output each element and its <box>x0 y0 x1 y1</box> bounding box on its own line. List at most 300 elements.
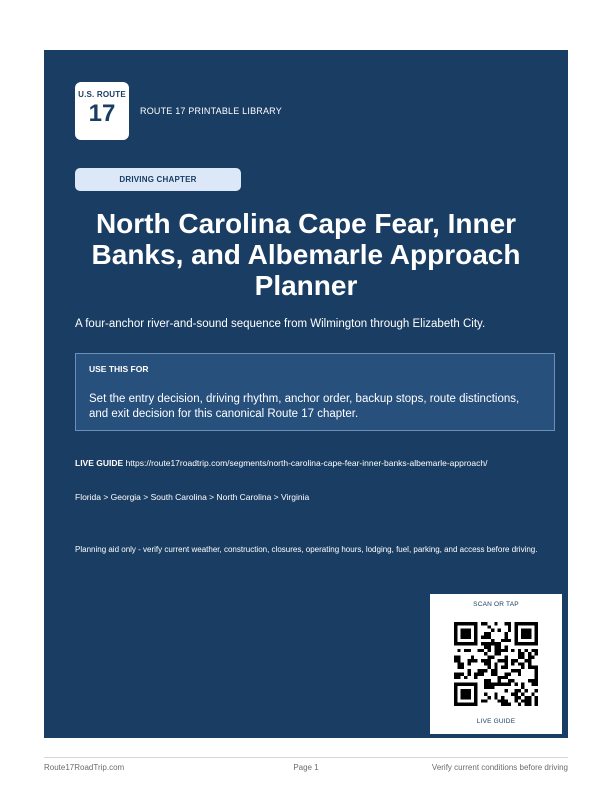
qr-module <box>484 632 487 635</box>
qr-module <box>488 649 491 652</box>
qr-module <box>494 642 497 645</box>
qr-module <box>481 622 484 625</box>
shield-top-label: U.S. ROUTE <box>78 90 126 99</box>
qr-module <box>501 649 504 652</box>
qr-module <box>504 639 507 642</box>
subtitle: A four-anchor river-and-sound sequence from Wilmington through Elizabeth City. <box>75 318 486 330</box>
qr-module <box>501 666 504 669</box>
qr-module <box>508 629 511 632</box>
qr-module <box>521 642 524 645</box>
qr-module <box>514 622 517 625</box>
qr-module <box>504 659 507 662</box>
qr-module <box>467 672 470 675</box>
qr-module <box>474 625 477 628</box>
qr-module <box>484 646 487 649</box>
qr-module <box>471 622 474 625</box>
qr-module <box>454 676 457 679</box>
qr-module <box>478 672 481 675</box>
qr-module <box>528 662 531 665</box>
qr-module <box>457 672 460 675</box>
qr-module <box>498 699 501 702</box>
qr-module <box>535 625 538 628</box>
qr-module <box>525 642 528 645</box>
qr-module <box>501 699 504 702</box>
qr-module <box>467 669 470 672</box>
qr-module <box>491 669 494 672</box>
qr-module <box>525 629 528 632</box>
qr-module <box>518 656 521 659</box>
qr-module <box>474 632 477 635</box>
qr-module <box>464 622 467 625</box>
qr-module <box>498 659 501 662</box>
qr-module <box>518 662 521 665</box>
qr-module <box>521 652 524 655</box>
qr-module <box>454 625 457 628</box>
qr-module <box>525 632 528 635</box>
qr-module <box>461 632 464 635</box>
qr-module <box>454 696 457 699</box>
qr-module <box>518 642 521 645</box>
qr-module <box>481 669 484 672</box>
qr-module <box>494 693 497 696</box>
qr-module <box>535 635 538 638</box>
qr-module <box>535 666 538 669</box>
qr-module <box>478 669 481 672</box>
qr-module <box>501 639 504 642</box>
qr-module <box>474 699 477 702</box>
qr-module <box>494 669 497 672</box>
qr-module <box>454 703 457 706</box>
qr-module <box>474 693 477 696</box>
qr-module <box>488 646 491 649</box>
qr-module <box>484 652 487 655</box>
qr-module <box>457 662 460 665</box>
qr-module <box>494 682 497 685</box>
qr-module <box>488 682 491 685</box>
qr-module <box>504 646 507 649</box>
qr-module <box>454 635 457 638</box>
qr-module <box>514 635 517 638</box>
qr-module <box>467 649 470 652</box>
qr-module <box>491 682 494 685</box>
qr-module <box>481 699 484 702</box>
qr-module <box>514 699 517 702</box>
qr-module <box>464 629 467 632</box>
qr-module <box>504 656 507 659</box>
use-this-for-box <box>75 353 555 431</box>
qr-module <box>488 679 491 682</box>
qr-module <box>521 656 524 659</box>
qr-module <box>467 703 470 706</box>
qr-module <box>488 696 491 699</box>
qr-module <box>528 629 531 632</box>
qr-module <box>518 696 521 699</box>
qr-module <box>498 646 501 649</box>
qr-module <box>511 669 514 672</box>
qr-module <box>461 666 464 669</box>
footer-site: Route17RoadTrip.com <box>44 763 125 772</box>
qr-module <box>514 682 517 685</box>
planning-disclaimer: Planning aid only - verify current weather, construction, closures, operating hours, lodging, fuel, parking, and access before driving. <box>75 545 538 554</box>
qr-module <box>461 662 464 665</box>
qr-module <box>498 642 501 645</box>
qr-module <box>504 632 507 635</box>
qr-module <box>525 699 528 702</box>
qr-module <box>454 682 457 685</box>
qr-module <box>535 676 538 679</box>
qr-module <box>521 632 524 635</box>
qr-module <box>521 682 524 685</box>
qr-module <box>454 642 457 645</box>
qr-module <box>528 679 531 682</box>
qr-module <box>525 622 528 625</box>
qr-module <box>535 699 538 702</box>
qr-module <box>467 696 470 699</box>
qr-module <box>484 699 487 702</box>
qr-module <box>518 652 521 655</box>
qr-module <box>491 642 494 645</box>
qr-module <box>514 639 517 642</box>
qr-module <box>461 672 464 675</box>
qr-module <box>481 672 484 675</box>
qr-module <box>454 699 457 702</box>
qr-module <box>464 676 467 679</box>
qr-module <box>518 689 521 692</box>
qr-module <box>457 659 460 662</box>
qr-module <box>494 646 497 649</box>
qr-module <box>454 632 457 635</box>
qr-module <box>504 672 507 675</box>
qr-module <box>514 693 517 696</box>
qr-module <box>525 703 528 706</box>
qr-module <box>454 689 457 692</box>
qr-module <box>461 682 464 685</box>
qr-module <box>514 669 517 672</box>
chapter-badge: DRIVING CHAPTER <box>75 168 241 191</box>
qr-module <box>504 676 507 679</box>
qr-module <box>474 696 477 699</box>
qr-module <box>494 652 497 655</box>
qr-module <box>474 639 477 642</box>
qr-module <box>508 703 511 706</box>
qr-module <box>504 662 507 665</box>
state-breadcrumb: Florida > Georgia > South Carolina > North Carolina > Virginia <box>75 492 310 502</box>
qr-module <box>521 622 524 625</box>
qr-module <box>484 642 487 645</box>
qr-module <box>491 686 494 689</box>
qr-module <box>501 703 504 706</box>
qr-module <box>521 693 524 696</box>
qr-module <box>454 693 457 696</box>
qr-module <box>471 682 474 685</box>
qr-module <box>528 635 531 638</box>
qr-module <box>454 672 457 675</box>
qr-module <box>461 635 464 638</box>
live-guide-link[interactable]: https://route17roadtrip.com/segments/north-carolina-cape-fear-inner-banks-albemarle-approach/ <box>125 458 488 468</box>
qr-module <box>481 635 484 638</box>
qr-module <box>525 689 528 692</box>
qr-module <box>521 629 524 632</box>
qr-module <box>498 649 501 652</box>
qr-module <box>467 662 470 665</box>
qr-module <box>491 639 494 642</box>
qr-module <box>535 689 538 692</box>
qr-module <box>531 682 534 685</box>
qr-module <box>511 649 514 652</box>
qr-module <box>528 622 531 625</box>
qr-module <box>498 682 501 685</box>
qr-module <box>504 699 507 702</box>
qr-module <box>531 679 534 682</box>
qr-module <box>464 649 467 652</box>
qr-module <box>457 642 460 645</box>
qr-module <box>464 642 467 645</box>
qr-module <box>471 659 474 662</box>
qr-module <box>528 699 531 702</box>
qr-module <box>484 635 487 638</box>
qr-module <box>525 696 528 699</box>
qr-module <box>488 662 491 665</box>
qr-module <box>488 642 491 645</box>
route-17-shield-logo <box>75 82 129 140</box>
qr-module <box>528 659 531 662</box>
qr-module <box>467 642 470 645</box>
qr-module <box>498 676 501 679</box>
qr-module <box>467 659 470 662</box>
qr-module <box>504 649 507 652</box>
qr-module <box>535 669 538 672</box>
page-title: North Carolina Cape Fear, Inner Banks, and Albemarle Approach Planner <box>91 208 521 301</box>
qr-module <box>508 622 511 625</box>
qr-module <box>514 696 517 699</box>
qr-module <box>488 686 491 689</box>
qr-module <box>514 689 517 692</box>
qr-module <box>474 622 477 625</box>
qr-module <box>474 686 477 689</box>
qr-module <box>494 696 497 699</box>
qr-module <box>531 693 534 696</box>
qr-module <box>461 642 464 645</box>
qr-module <box>481 659 484 662</box>
qr-module <box>501 682 504 685</box>
qr-module <box>467 632 470 635</box>
qr-module <box>454 639 457 642</box>
qr-module <box>508 682 511 685</box>
qr-module <box>484 622 487 625</box>
qr-module <box>464 703 467 706</box>
qr-module <box>488 656 491 659</box>
qr-module <box>528 666 531 669</box>
qr-module <box>508 625 511 628</box>
qr-module <box>461 629 464 632</box>
qr-module <box>535 696 538 699</box>
qr-module <box>474 642 477 645</box>
qr-module <box>504 682 507 685</box>
qr-module <box>484 679 487 682</box>
qr-module <box>478 649 481 652</box>
qr-module <box>504 666 507 669</box>
qr-module <box>504 689 507 692</box>
qr-module <box>457 666 460 669</box>
live-guide-label: LIVE GUIDE <box>75 458 124 468</box>
use-box-title: USE THIS FOR <box>89 364 149 374</box>
qr-module <box>474 629 477 632</box>
qr-module <box>467 622 470 625</box>
qr-module <box>535 649 538 652</box>
qr-module <box>521 686 524 689</box>
qr-module <box>531 642 534 645</box>
qr-module <box>457 622 460 625</box>
qr-module <box>454 622 457 625</box>
qr-module <box>535 622 538 625</box>
qr-module <box>528 696 531 699</box>
qr-module <box>471 703 474 706</box>
footer-divider <box>44 757 568 758</box>
live-guide-line <box>75 458 487 468</box>
qr-module <box>488 659 491 662</box>
qr-module <box>494 662 497 665</box>
qr-module <box>518 649 521 652</box>
qr-module <box>528 656 531 659</box>
qr-module <box>531 666 534 669</box>
qr-module <box>471 642 474 645</box>
qr-module <box>464 632 467 635</box>
qr-module <box>514 632 517 635</box>
qr-module <box>511 679 514 682</box>
qr-module <box>491 629 494 632</box>
qr-module <box>471 656 474 659</box>
qr-module <box>467 635 470 638</box>
footer-notice: Verify current conditions before driving <box>431 763 568 772</box>
qr-module <box>525 649 528 652</box>
qr-module <box>531 622 534 625</box>
qr-module <box>511 693 514 696</box>
qr-module <box>461 689 464 692</box>
qr-module <box>535 703 538 706</box>
qr-module <box>464 693 467 696</box>
qr-module <box>528 642 531 645</box>
qr-module <box>511 659 514 662</box>
qr-module <box>511 662 514 665</box>
use-box-text: Set the entry decision, driving rhythm, anchor order, backup stops, route distinctions, and exit decision for this canonical Route 17 chapter. <box>89 393 520 420</box>
qr-module <box>494 649 497 652</box>
qr-module <box>518 669 521 672</box>
qr-module <box>457 703 460 706</box>
qr-module <box>508 639 511 642</box>
qr-module <box>488 635 491 638</box>
qr-module <box>535 632 538 635</box>
qr-module <box>498 652 501 655</box>
qr-module <box>498 629 501 632</box>
qr-module <box>518 622 521 625</box>
footer-page-number: Page 1 <box>293 763 319 772</box>
qr-module <box>494 666 497 669</box>
qr-module <box>528 703 531 706</box>
qr-module <box>454 656 457 659</box>
qr-module <box>461 696 464 699</box>
qr-bottom-label: LIVE GUIDE <box>476 718 516 725</box>
qr-module <box>521 699 524 702</box>
qr-module <box>474 689 477 692</box>
qr-module <box>454 686 457 689</box>
qr-module <box>484 659 487 662</box>
qr-module <box>457 656 460 659</box>
qr-module <box>518 672 521 675</box>
qr-module <box>457 682 460 685</box>
qr-module <box>501 676 504 679</box>
qr-module <box>464 696 467 699</box>
qr-module <box>474 672 477 675</box>
qr-module <box>467 682 470 685</box>
qr-module <box>467 629 470 632</box>
qr-module <box>535 672 538 675</box>
qr-module <box>521 662 524 665</box>
qr-module <box>484 682 487 685</box>
qr-code[interactable] <box>454 622 538 706</box>
qr-module <box>464 682 467 685</box>
qr-module <box>474 682 477 685</box>
qr-module <box>494 622 497 625</box>
qr-module <box>467 693 470 696</box>
qr-module <box>474 635 477 638</box>
qr-module <box>488 632 491 635</box>
qr-module <box>491 672 494 675</box>
qr-module <box>464 689 467 692</box>
qr-module <box>514 629 517 632</box>
qr-module <box>464 635 467 638</box>
qr-module <box>535 652 538 655</box>
qr-module <box>514 659 517 662</box>
qr-module <box>454 629 457 632</box>
qr-module <box>488 666 491 669</box>
qr-module <box>484 662 487 665</box>
qr-module <box>508 679 511 682</box>
library-label: ROUTE 17 PRINTABLE LIBRARY <box>140 106 282 116</box>
qr-module <box>518 703 521 706</box>
qr-module <box>531 649 534 652</box>
qr-card[interactable] <box>430 594 562 734</box>
qr-module <box>521 635 524 638</box>
qr-module <box>535 642 538 645</box>
qr-module <box>484 686 487 689</box>
qr-top-label: SCAN OR TAP <box>473 601 519 608</box>
qr-module <box>528 652 531 655</box>
qr-module <box>474 659 477 662</box>
qr-module <box>474 703 477 706</box>
qr-module <box>535 682 538 685</box>
qr-module <box>494 672 497 675</box>
qr-module <box>504 635 507 638</box>
qr-module <box>535 629 538 632</box>
qr-module <box>474 676 477 679</box>
qr-module <box>457 676 460 679</box>
qr-module <box>535 679 538 682</box>
qr-module <box>491 656 494 659</box>
qr-module <box>504 703 507 706</box>
qr-module <box>508 672 511 675</box>
shield-number: 17 <box>88 100 116 127</box>
qr-module <box>481 642 484 645</box>
qr-module <box>498 679 501 682</box>
qr-module <box>467 689 470 692</box>
qr-module <box>521 666 524 669</box>
qr-module <box>528 632 531 635</box>
qr-module <box>461 703 464 706</box>
qr-module <box>525 659 528 662</box>
qr-module <box>488 625 491 628</box>
qr-module <box>461 622 464 625</box>
qr-module <box>454 659 457 662</box>
